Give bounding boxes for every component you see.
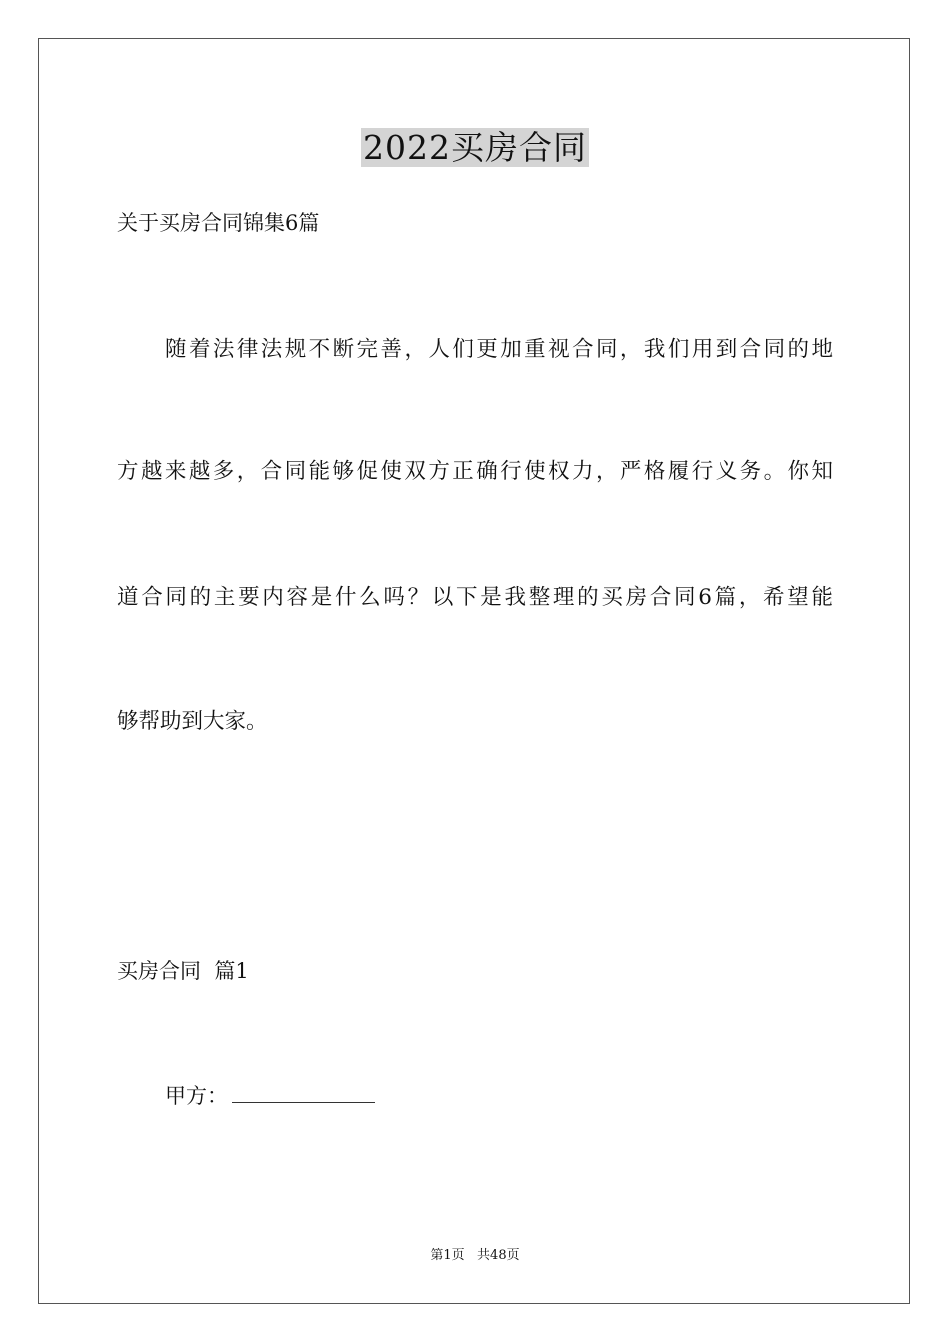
section-heading: 买房合同 篇1 [117,959,249,983]
page-footer: 第1页 共48页 [430,1248,520,1263]
document-title-text: 2022买房合同 [363,128,587,167]
intro-paragraph-line: 随着法律法规不断完善，人们更加重视合同，我们用到合同的地 [165,337,833,362]
document-subtitle: 关于买房合同锦集6篇 [117,211,320,235]
party-a-row [165,1081,375,1111]
intro-paragraph-line: 道合同的主要内容是什么吗？以下是我整理的买房合同6篇，希望能 [117,585,833,610]
document-title [0,128,950,168]
party-a-blank [232,1082,375,1103]
party-a-label: 甲方： [165,1084,228,1108]
intro-paragraph-line: 够帮助到大家。 [117,709,268,734]
intro-paragraph-line: 方越来越多，合同能够促使双方正确行使权力，严格履行义务。你知 [117,459,833,484]
